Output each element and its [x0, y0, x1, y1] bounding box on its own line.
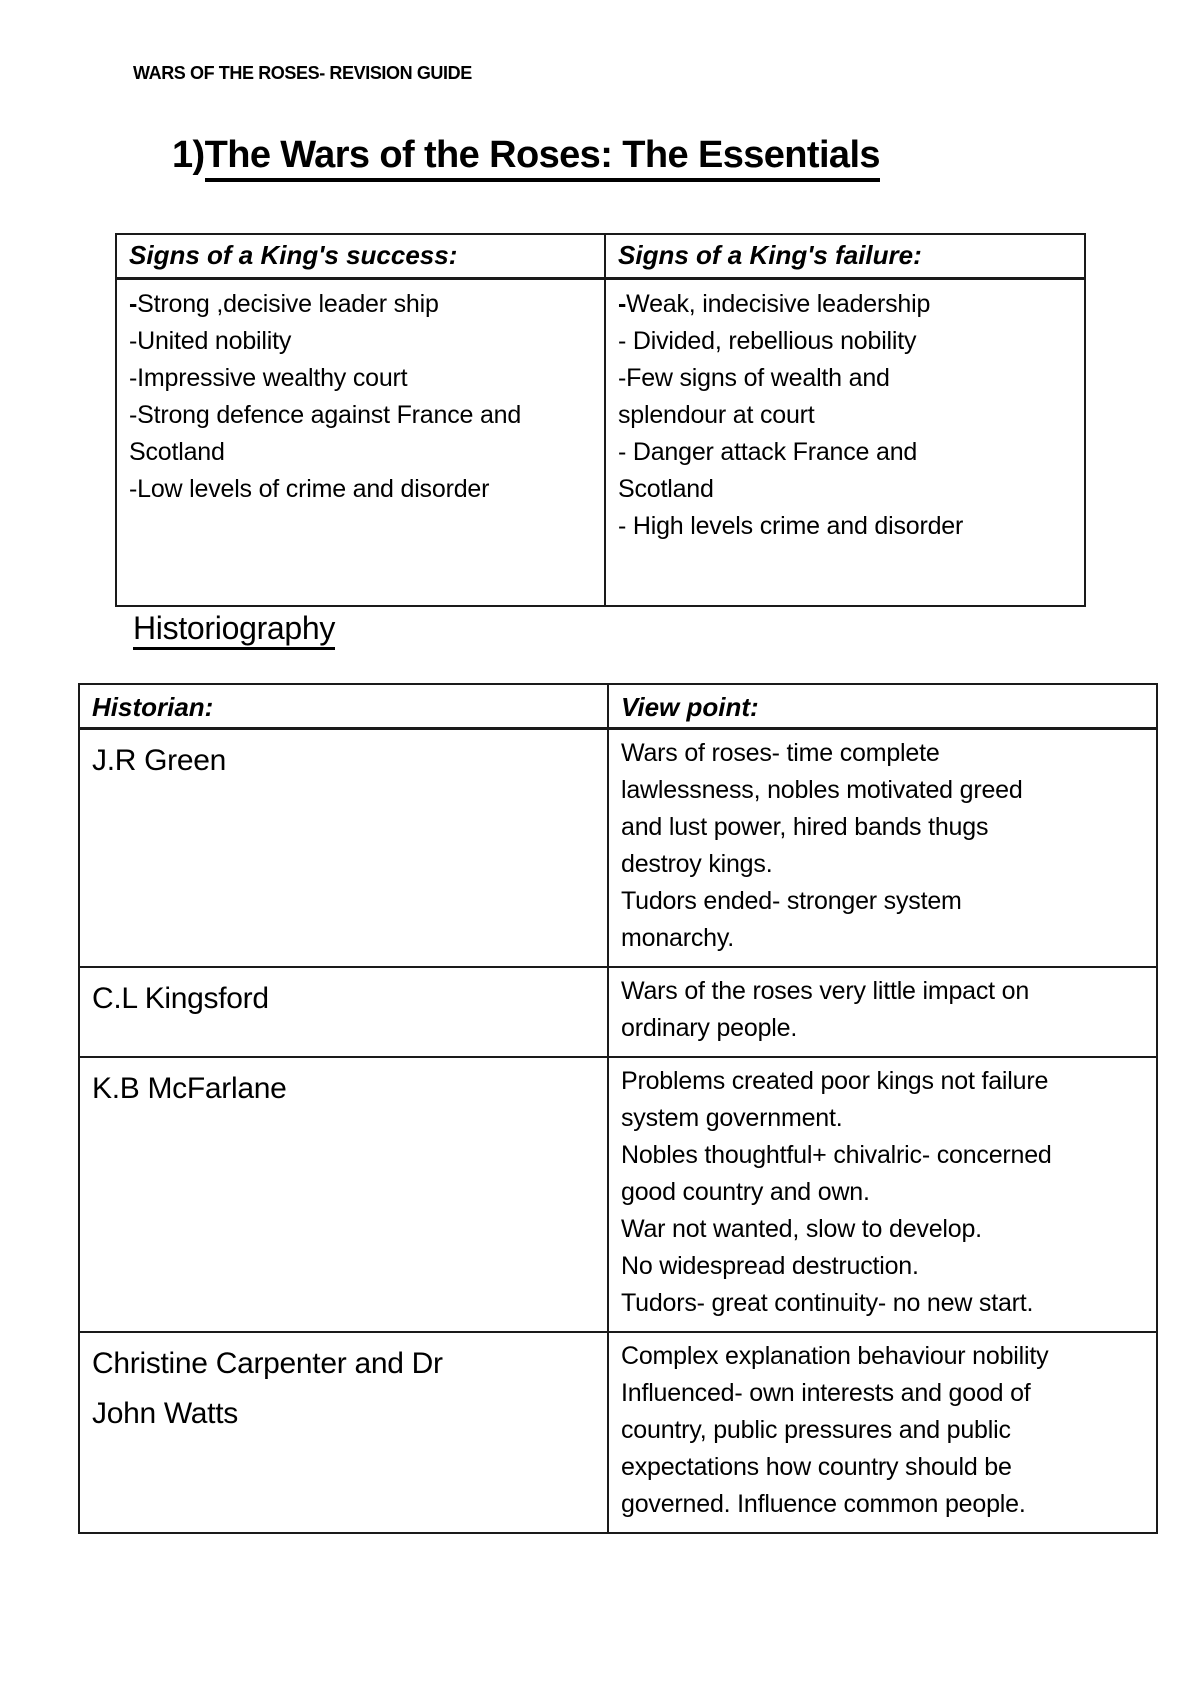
historian-name-cell: Christine Carpenter and Dr John Watts [80, 1333, 609, 1532]
viewpoint-cell: Complex explanation behaviour nobility Influenced- own interests and good of country, public pressures and public expectations how country should be governed. Influence common people. [621, 1342, 1049, 1518]
historiography-table [78, 683, 1158, 1534]
historian-name-cell: K.B McFarlane [80, 1058, 609, 1333]
section-heading-text: Historiography [133, 610, 335, 650]
essentials-header-success: Signs of a King's success: [117, 235, 606, 280]
historian-column-header: Historian: [80, 685, 609, 730]
running-header: WARS OF THE ROSES- REVISION GUIDE [133, 63, 472, 83]
essentials-success-cell: -Strong ,decisive leader ship -United nobility -Impressive wealthy court -Strong defence against France and Scotland -Low levels of crime and disorder [117, 280, 606, 605]
page-title [172, 134, 880, 177]
historian-name-cell: C.L Kingsford [80, 968, 609, 1058]
viewpoint-cell: Wars of roses- time complete lawlessness, nobles motivated greed and lust power, hired bands thugs destroy kings. Tudors ended- stronger system monarchy. [609, 730, 1156, 968]
viewpoint-cell: Wars of the roses very little impact on ordinary people. [609, 968, 1156, 1058]
essentials-header-failure: Signs of a King's failure: [606, 235, 1084, 280]
page-title-text: The Wars of the Roses: The Essentials [205, 134, 880, 182]
page-title-number: 1) [172, 134, 205, 176]
essentials-failure-cell: -Weak, indecisive leadership - Divided, rebellious nobility -Few signs of wealth and splendour at court - Danger attack France and Scotland - High levels crime and disorder [618, 290, 964, 540]
essentials-table [115, 233, 1086, 607]
viewpoint-cell: Problems created poor kings not failure system government. Nobles thoughtful+ chivalric- concerned good country and own. War not wanted, slow to develop. No widespread destruction. Tudors- great continuity- no new start. [609, 1058, 1156, 1333]
viewpoint-column-header: View point: [609, 685, 1156, 730]
section-heading [133, 610, 335, 647]
historian-name-cell: J.R Green [80, 730, 609, 968]
